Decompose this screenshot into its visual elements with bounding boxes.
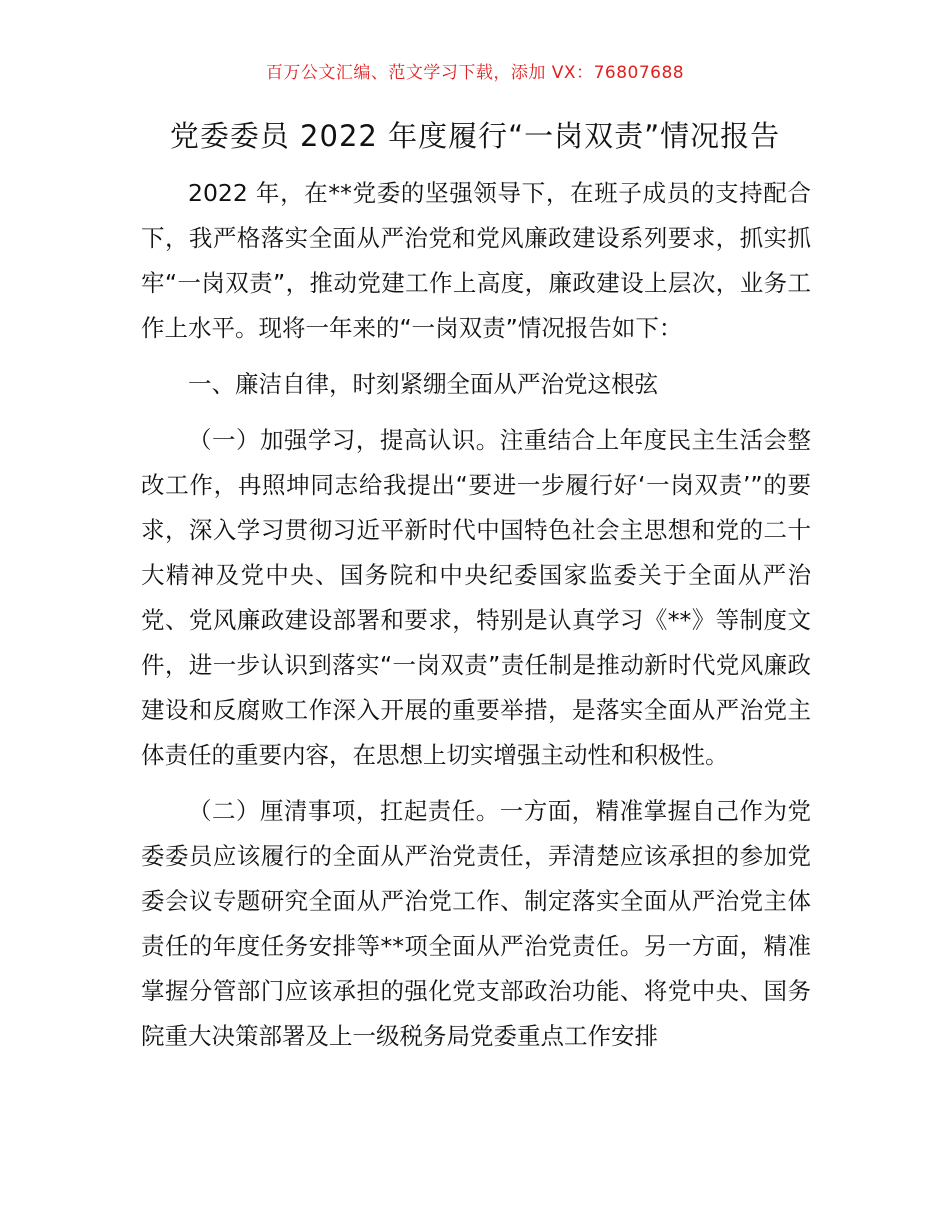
- section-heading-1: 一、廉洁自律，时刻紧绷全面从严治党这根弦: [188, 370, 658, 398]
- document-title: 党委委员 2022 年度履行“一岗双责”情况报告: [169, 119, 781, 153]
- paragraph-study: （一）加强学习，提高认识。注重结合上年度民主生活会整改工作，冉照坤同志给我提出“要进一步履行好‘一岗双责’”的要求，深入学习贯彻习近平新时代中国特色社会主思想和党的二十大精神及党中央、国务院和中央纪委国家监委关于全面从严治党、党风廉政建设部署和要求，特别是认真学习《**》等制度文件，进一步认识到落实“一岗双责”责任制是推动新时代党风廉政建设和反腐败工作深入开展的重要举措，是落实全面从严治党主体责任的重要内容，在思想上切实增强主动性和积极性。: [141, 426, 811, 769]
- paragraph-intro: 2022 年，在**党委的坚强领导下，在班子成员的支持配合下，我严格落实全面从严治党和党风廉政建设系列要求，抓实抓牢“一岗双责”，推动党建工作上高度，廉政建设上层次，业务工作上水平。现将一年来的“一岗双责”情况报告如下：: [141, 179, 811, 342]
- document-body: [141, 171, 811, 1059]
- paragraph-responsibility: （二）厘清事项，扛起责任。一方面，精准掌握自己作为党委委员应该履行的全面从严治党责任，弄清楚应该承担的参加党委会议专题研究全面从严治党工作、制定落实全面从严治党主体责任的年度任务安排等**项全面从严治党责任。另一方面，精准掌握分管部门应该承担的强化党支部政治功能、将党中央、国务院重大决策部署及上一级税务局党委重点工作安排: [141, 797, 811, 1050]
- watermark-header: 百万公文汇编、范文学习下载，添加 VX：76807688: [265, 63, 685, 83]
